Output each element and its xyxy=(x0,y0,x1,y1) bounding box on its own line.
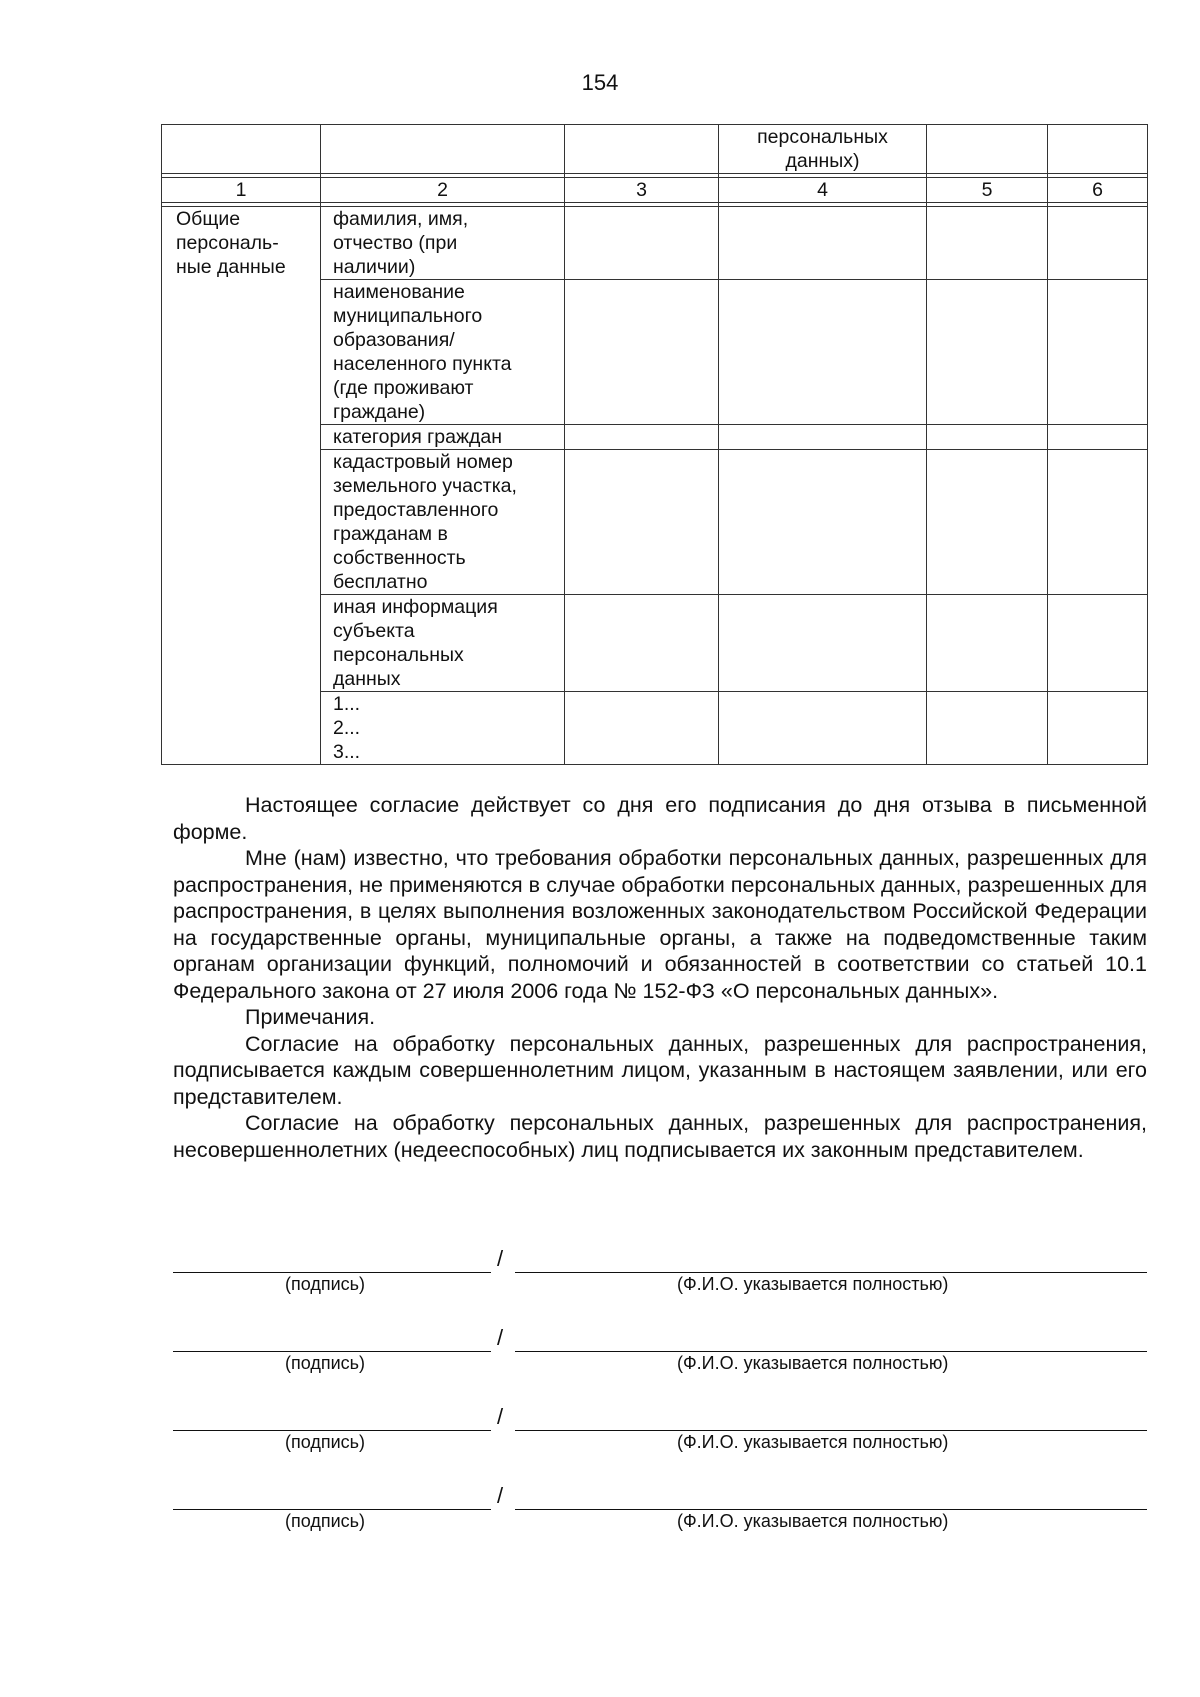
table-cell xyxy=(719,280,927,425)
table-cell xyxy=(565,125,719,174)
table-cell xyxy=(1048,595,1148,692)
table-cell xyxy=(927,595,1048,692)
data-field-label: наименование муниципального образования/ населенного пункта (где проживают граждане) xyxy=(321,280,565,425)
table-cell xyxy=(927,692,1048,765)
signature-row xyxy=(173,1404,1147,1458)
table-cell xyxy=(927,207,1048,280)
table-cell xyxy=(1048,280,1148,425)
full-name-caption: (Ф.И.О. указывается полностью) xyxy=(677,1511,949,1531)
data-field-label: фамилия, имя, отчество (при наличии) xyxy=(321,207,565,280)
slash-separator: / xyxy=(497,1325,504,1350)
table-cell xyxy=(162,125,321,174)
column-number: 6 xyxy=(1048,178,1148,203)
signature-caption: (подпись) xyxy=(285,1432,366,1452)
column-number: 4 xyxy=(719,178,927,203)
table-cell xyxy=(719,692,927,765)
table-header-continuation-row xyxy=(162,125,1148,174)
paragraph: Мне (нам) известно, что требования обработки персональных данных, разрешенных для распространения, не применяются в случае обработки персональных данных, разрешенных для распространения, в целях выполнения возложенных законодательством Российской Федерации на государственные органы, муниципальные органы, а также на подведомственные таким органам организации функций, полномочий и обязанностей в соответствии со статьей 10.1 Федерального закона от 27 июля 2006 года № 152-ФЗ «О персональных данных». xyxy=(173,846,1147,1003)
table-cell xyxy=(927,280,1048,425)
full-name-caption: (Ф.И.О. указывается полностью) xyxy=(677,1353,949,1373)
table-cell xyxy=(565,425,719,450)
column-number-row xyxy=(162,178,1148,203)
data-field-label: категория граждан xyxy=(321,425,565,450)
slash-separator: / xyxy=(497,1404,504,1429)
table-cell xyxy=(565,450,719,595)
signature-caption: (подпись) xyxy=(285,1353,366,1373)
signature-caption: (подпись) xyxy=(285,1511,366,1531)
page-number: 154 xyxy=(581,70,619,95)
full-name-line xyxy=(515,1272,1147,1273)
table-cell xyxy=(565,207,719,280)
column-number: 2 xyxy=(321,178,565,203)
table-cell xyxy=(1048,125,1148,174)
signature-row xyxy=(173,1483,1147,1537)
paragraph: Согласие на обработку персональных данных, разрешенных для распространения, несовершеннолетних (недееспособных) лиц подписывается их законным представителем. xyxy=(173,1111,1147,1162)
full-name-line xyxy=(515,1351,1147,1352)
signature-line xyxy=(173,1430,491,1431)
signature-caption: (подпись) xyxy=(285,1274,366,1294)
signature-line xyxy=(173,1351,491,1352)
data-field-label: кадастровый номер земельного участка, предоставленного гражданам в собственность бесплатно xyxy=(321,450,565,595)
table-cell xyxy=(927,125,1048,174)
table-cell xyxy=(565,280,719,425)
full-name-line xyxy=(515,1509,1147,1510)
table-header-cell: персональных данных) xyxy=(719,125,927,174)
table-cell xyxy=(719,595,927,692)
table-cell xyxy=(1048,425,1148,450)
column-number: 1 xyxy=(162,178,321,203)
full-name-caption: (Ф.И.О. указывается полностью) xyxy=(677,1432,949,1452)
table-cell xyxy=(1048,450,1148,595)
table-cell xyxy=(719,425,927,450)
table-cell xyxy=(1048,207,1148,280)
table-cell xyxy=(1048,692,1148,765)
column-number: 5 xyxy=(927,178,1048,203)
paragraph: Согласие на обработку персональных данных, разрешенных для распространения, подписывается каждым совершеннолетним лицом, указанным в настоящем заявлении, или его представителем. xyxy=(173,1031,1147,1109)
notes-heading: Примечания. xyxy=(245,1005,376,1029)
table-row xyxy=(162,207,1148,280)
data-field-label: иная информация субъекта персональных данных xyxy=(321,595,565,692)
table-cell xyxy=(719,450,927,595)
signature-row xyxy=(173,1325,1147,1379)
paragraph: Настоящее согласие действует со дня его подписания до дня отзыва в письменной форме. xyxy=(173,793,1147,844)
slash-separator: / xyxy=(497,1483,504,1508)
table-cell xyxy=(321,125,565,174)
signature-row xyxy=(173,1246,1147,1300)
table-cell xyxy=(565,692,719,765)
full-name-line xyxy=(515,1430,1147,1431)
full-name-caption: (Ф.И.О. указывается полностью) xyxy=(677,1274,949,1294)
table-cell xyxy=(565,595,719,692)
column-number: 3 xyxy=(565,178,719,203)
table-cell xyxy=(927,450,1048,595)
personal-data-table xyxy=(161,124,1148,765)
group-label: Общие персональ- ные данные xyxy=(162,207,321,765)
signature-line xyxy=(173,1272,491,1273)
table-cell xyxy=(927,425,1048,450)
consent-text xyxy=(173,792,1147,1163)
slash-separator: / xyxy=(497,1246,504,1271)
data-field-label: 1... 2... 3... xyxy=(321,692,565,765)
signature-line xyxy=(173,1509,491,1510)
table-cell xyxy=(719,207,927,280)
